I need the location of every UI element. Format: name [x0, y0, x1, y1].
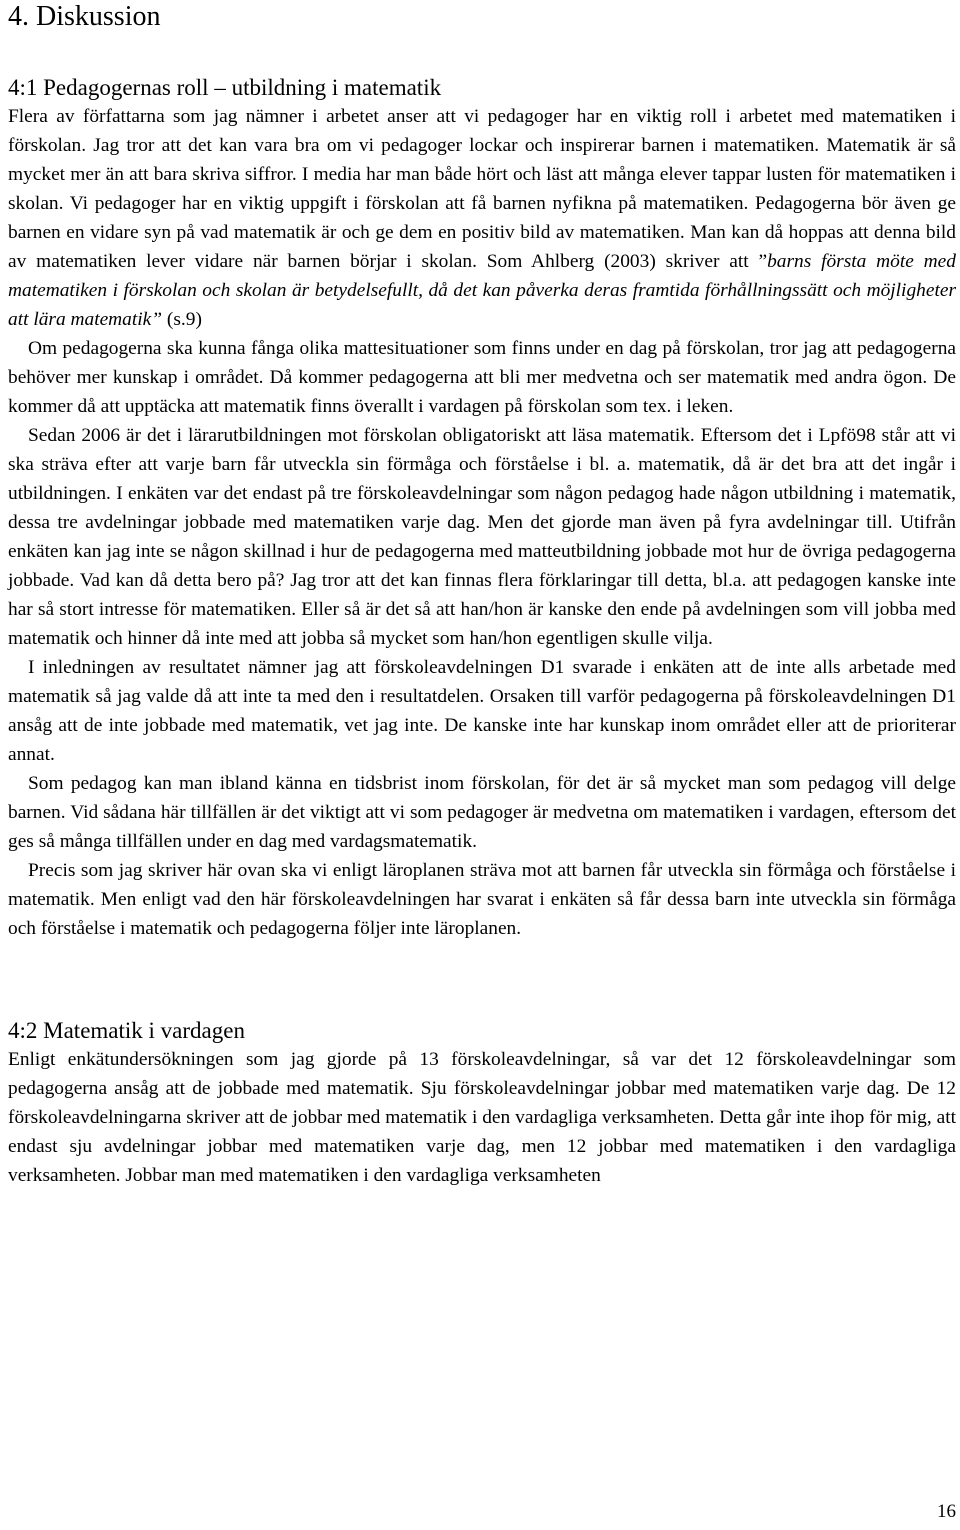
section-heading-4-2: 4:2 Matematik i vardagen [8, 1018, 245, 1043]
document-page [8, 0, 956, 1190]
paragraph: Sedan 2006 är det i lärarutbildningen mot förskolan obligatoriskt att läsa matematik. Eftersom det i Lpfö98 står att vi ska sträva efter att varje barn får utveckla sin förmåga och förståelse i bl. a. matematik, då är det bra att det ingår i utbildningen. I enkäten var det endast på tre förskoleavdelningar som någon pedagog hade någon utbildning i matematik, dessa tre avdelningar jobbade med matematiken varje dag. Men det gjorde man även på fyra avdelningar till. Utifrån enkäten kan jag inte se någon skillnad i hur de pedagogerna med matteutbildning jobbade mot hur de övriga pedagogerna jobbade. Vad kan då detta bero på? Jag tror att det kan finnas flera förklaringar till detta, bl.a. att pedagogen kanske inte har så stort intresse för matematiken. Eller så är det så att han/hon är kanske den ende på avdelningen som vill jobba med matematik och hinner då inte med att jobba så mycket som han/hon egentligen skulle vilja. [8, 425, 956, 649]
paragraph: Som pedagog kan man ibland känna en tidsbrist inom förskolan, för det är så mycket man som pedagog vill delge barnen. Vid sådana här tillfällen är det viktigt att vi som pedagoger är medvetna om matematiken i vardagen, eftersom det ges så många tillfällen under en dag med vardagsmatematik. [8, 773, 956, 852]
paragraph: I inledningen av resultatet nämner jag att förskoleavdelningen D1 svarade i enkäten att de inte alls arbetade med matematik så jag valde då att inte ta med den i resultatdelen. Orsaken till varför pedagogerna på förskoleavdelningen D1 ansåg att de inte jobbade med matematik, vet jag inte. De kanske inte har kunskap inom området eller att de prioriterar annat. [8, 657, 956, 765]
section-heading-4-1: 4:1 Pedagogernas roll – utbildning i matematik [8, 75, 442, 100]
paragraph: Om pedagogerna ska kunna fånga olika mattesituationer som finns under en dag på förskolan, tror jag att pedagogerna behöver mer kunskap i området. Då kommer pedagogerna att bli mer medvetna och ser matematik med andra ögon. De kommer då att upptäcka att matematik finns överallt i vardagen på förskolan som tex. i leken. [8, 338, 956, 417]
chapter-heading: 4. Diskussion [8, 1, 161, 32]
quote-text: barns första möte med matematiken i förskolan och skolan är betydelsefullt, då det kan påverka deras framtida förhållningssätt och möjligheter att lära matematik” [8, 251, 956, 330]
paragraph [8, 102, 956, 334]
page-number: 16 [937, 1501, 956, 1522]
paragraph-text: Flera av författarna som jag nämner i arbetet anser att vi pedagoger har en viktig roll i arbetet med matematiken i förskolan. Jag tror att det kan vara bra om vi pedagoger lockar och inspirerar barnen i matematiken. Matematik är så mycket mer än att bara skriva siffror. I media har man både hört och läst att många elever tappar lusten för matematiken i skolan. Vi pedagoger har en viktig uppgift i förskolan att få barnen nyfikna på matematiken. Pedagogerna bör även ge barnen en vidare syn på vad matematik är och ge dem en positiv bild av matematiken. Man kan då hoppas att denna bild av matematiken lever vidare när barnen börjar i skolan. Som Ahlberg (2003) skriver att ” [8, 106, 956, 272]
citation-text: (s.9) [162, 309, 202, 330]
paragraph: Enligt enkätundersökningen som jag gjorde på 13 förskoleavdelningar, så var det 12 förskoleavdelningar som pedagogerna ansåg att de jobbade med matematik. Sju förskoleavdelningar jobbar med matematiken varje dag. De 12 förskoleavdelningarna skriver att de jobbar med matematik i den vardagliga verksamheten. Detta går inte ihop för mig, att endast sju avdelningar jobbar med matematiken varje dag, men 12 jobbar med matematiken i den vardagliga verksamheten. Jobbar man med matematiken i den vardagliga verksamheten [8, 1049, 956, 1186]
paragraph: Precis som jag skriver här ovan ska vi enligt läroplanen sträva mot att barnen får utveckla sin förmåga och förståelse i matematik. Men enligt vad den här förskoleavdelningen har svarat i enkäten så får dessa barn inte utveckla sin förmåga och förståelse i matematik och pedagogerna följer inte läroplanen. [8, 860, 956, 939]
